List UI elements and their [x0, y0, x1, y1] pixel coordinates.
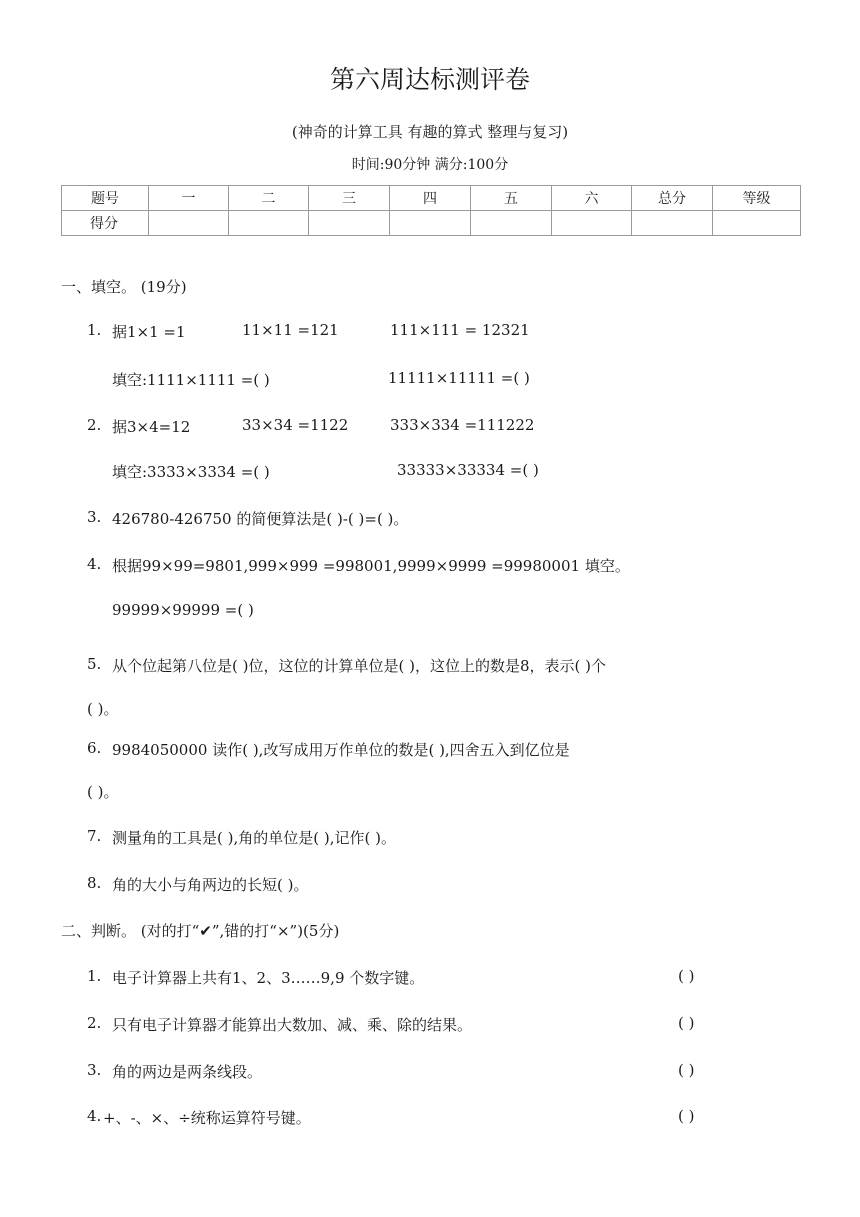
table-header-cell: 二: [229, 186, 309, 211]
answer-blank[interactable]: ( ): [678, 1061, 695, 1079]
question-text[interactable]: 9984050000 读作( ),改写成用万作单位的数是( ),四舍五入到亿位是: [112, 741, 570, 759]
score-row-label: 得分: [62, 211, 149, 236]
section1-heading: 一、填空。 (19分): [61, 278, 187, 296]
question-number: 8.: [87, 874, 102, 892]
question-number: 7.: [87, 827, 102, 845]
question-number: 2.: [87, 416, 102, 434]
question-number: 4.: [87, 555, 102, 573]
section2-heading: 二、判断。 (对的打“✔”,错的打“×”)(5分): [61, 922, 340, 940]
question-text: 电子计算器上共有1、2、3……9,9 个数字键。: [112, 969, 425, 987]
question-continuation[interactable]: ( )。: [87, 700, 119, 718]
question-number: 3.: [87, 508, 102, 526]
question-text: 角的两边是两条线段。: [112, 1063, 263, 1081]
score-table: [61, 185, 801, 236]
score-cell[interactable]: [471, 211, 552, 236]
table-header-cell: 五: [471, 186, 552, 211]
question-text: +、-、×、÷统称运算符号键。: [103, 1109, 311, 1127]
question-text: 11×11 =121: [242, 321, 339, 339]
table-header-cell: 六: [552, 186, 632, 211]
score-cell[interactable]: [390, 211, 471, 236]
question-text[interactable]: 426780-426750 的简便算法是( )-( )=( )。: [112, 510, 409, 528]
question-number: 2.: [87, 1014, 102, 1032]
table-header-cell: 三: [309, 186, 390, 211]
question-text: 111×111 = 12321: [390, 321, 530, 339]
answer-blank[interactable]: ( ): [678, 1107, 695, 1125]
answer-blank[interactable]: ( ): [678, 1014, 695, 1032]
question-text: 据1×1 =1: [112, 323, 186, 341]
page-title: 第六周达标测评卷: [329, 65, 530, 94]
question-text: 333×334 =111222: [390, 416, 535, 434]
score-cell[interactable]: [149, 211, 229, 236]
question-text[interactable]: 从个位起第八位是( )位，这位的计算单位是( )，这位上的数是8，表示( )个: [112, 657, 606, 675]
table-header-cell: 总分: [632, 186, 713, 211]
fill-blank[interactable]: 11111×11111 =( ): [388, 369, 530, 387]
table-header-cell: 题号: [62, 186, 149, 211]
question-text: 只有电子计算器才能算出大数加、减、乘、除的结果。: [112, 1016, 473, 1034]
page-subtitle: (神奇的计算工具 有趣的算式 整理与复习): [291, 123, 569, 141]
question-text: 据3×4=12: [112, 418, 191, 436]
fill-blank[interactable]: 99999×99999 =( ): [112, 601, 254, 619]
fill-blank[interactable]: 填空:1111×1111 =( ): [112, 371, 270, 389]
question-number: 5.: [87, 655, 102, 673]
fill-blank[interactable]: 33333×33334 =( ): [397, 461, 539, 479]
score-cell[interactable]: [713, 211, 801, 236]
score-table-header-row: [62, 186, 801, 211]
question-text[interactable]: 角的大小与角两边的长短( )。: [112, 876, 309, 894]
question-number: 4.: [87, 1107, 102, 1125]
question-text: 根据99×99=9801,999×999 =998001,9999×9999 =99980001 填空。: [112, 557, 630, 575]
question-number: 3.: [87, 1061, 102, 1079]
question-number: 1.: [87, 967, 102, 985]
score-table-score-row: [62, 211, 801, 236]
question-text[interactable]: 测量角的工具是( ),角的单位是( ),记作( )。: [112, 829, 396, 847]
answer-blank[interactable]: ( ): [678, 967, 695, 985]
table-header-cell: 四: [390, 186, 471, 211]
question-number: 6.: [87, 739, 102, 757]
question-text: 33×34 =1122: [242, 416, 349, 434]
table-header-cell: 一: [149, 186, 229, 211]
score-cell[interactable]: [552, 211, 632, 236]
time-score-line: 时间:90分钟 满分:100分: [351, 157, 509, 173]
score-cell[interactable]: [309, 211, 390, 236]
fill-blank[interactable]: 填空:3333×3334 =( ): [112, 463, 270, 481]
table-header-cell: 等级: [713, 186, 801, 211]
score-cell[interactable]: [229, 211, 309, 236]
question-continuation[interactable]: ( )。: [87, 783, 119, 801]
score-cell[interactable]: [632, 211, 713, 236]
question-number: 1.: [87, 321, 102, 339]
